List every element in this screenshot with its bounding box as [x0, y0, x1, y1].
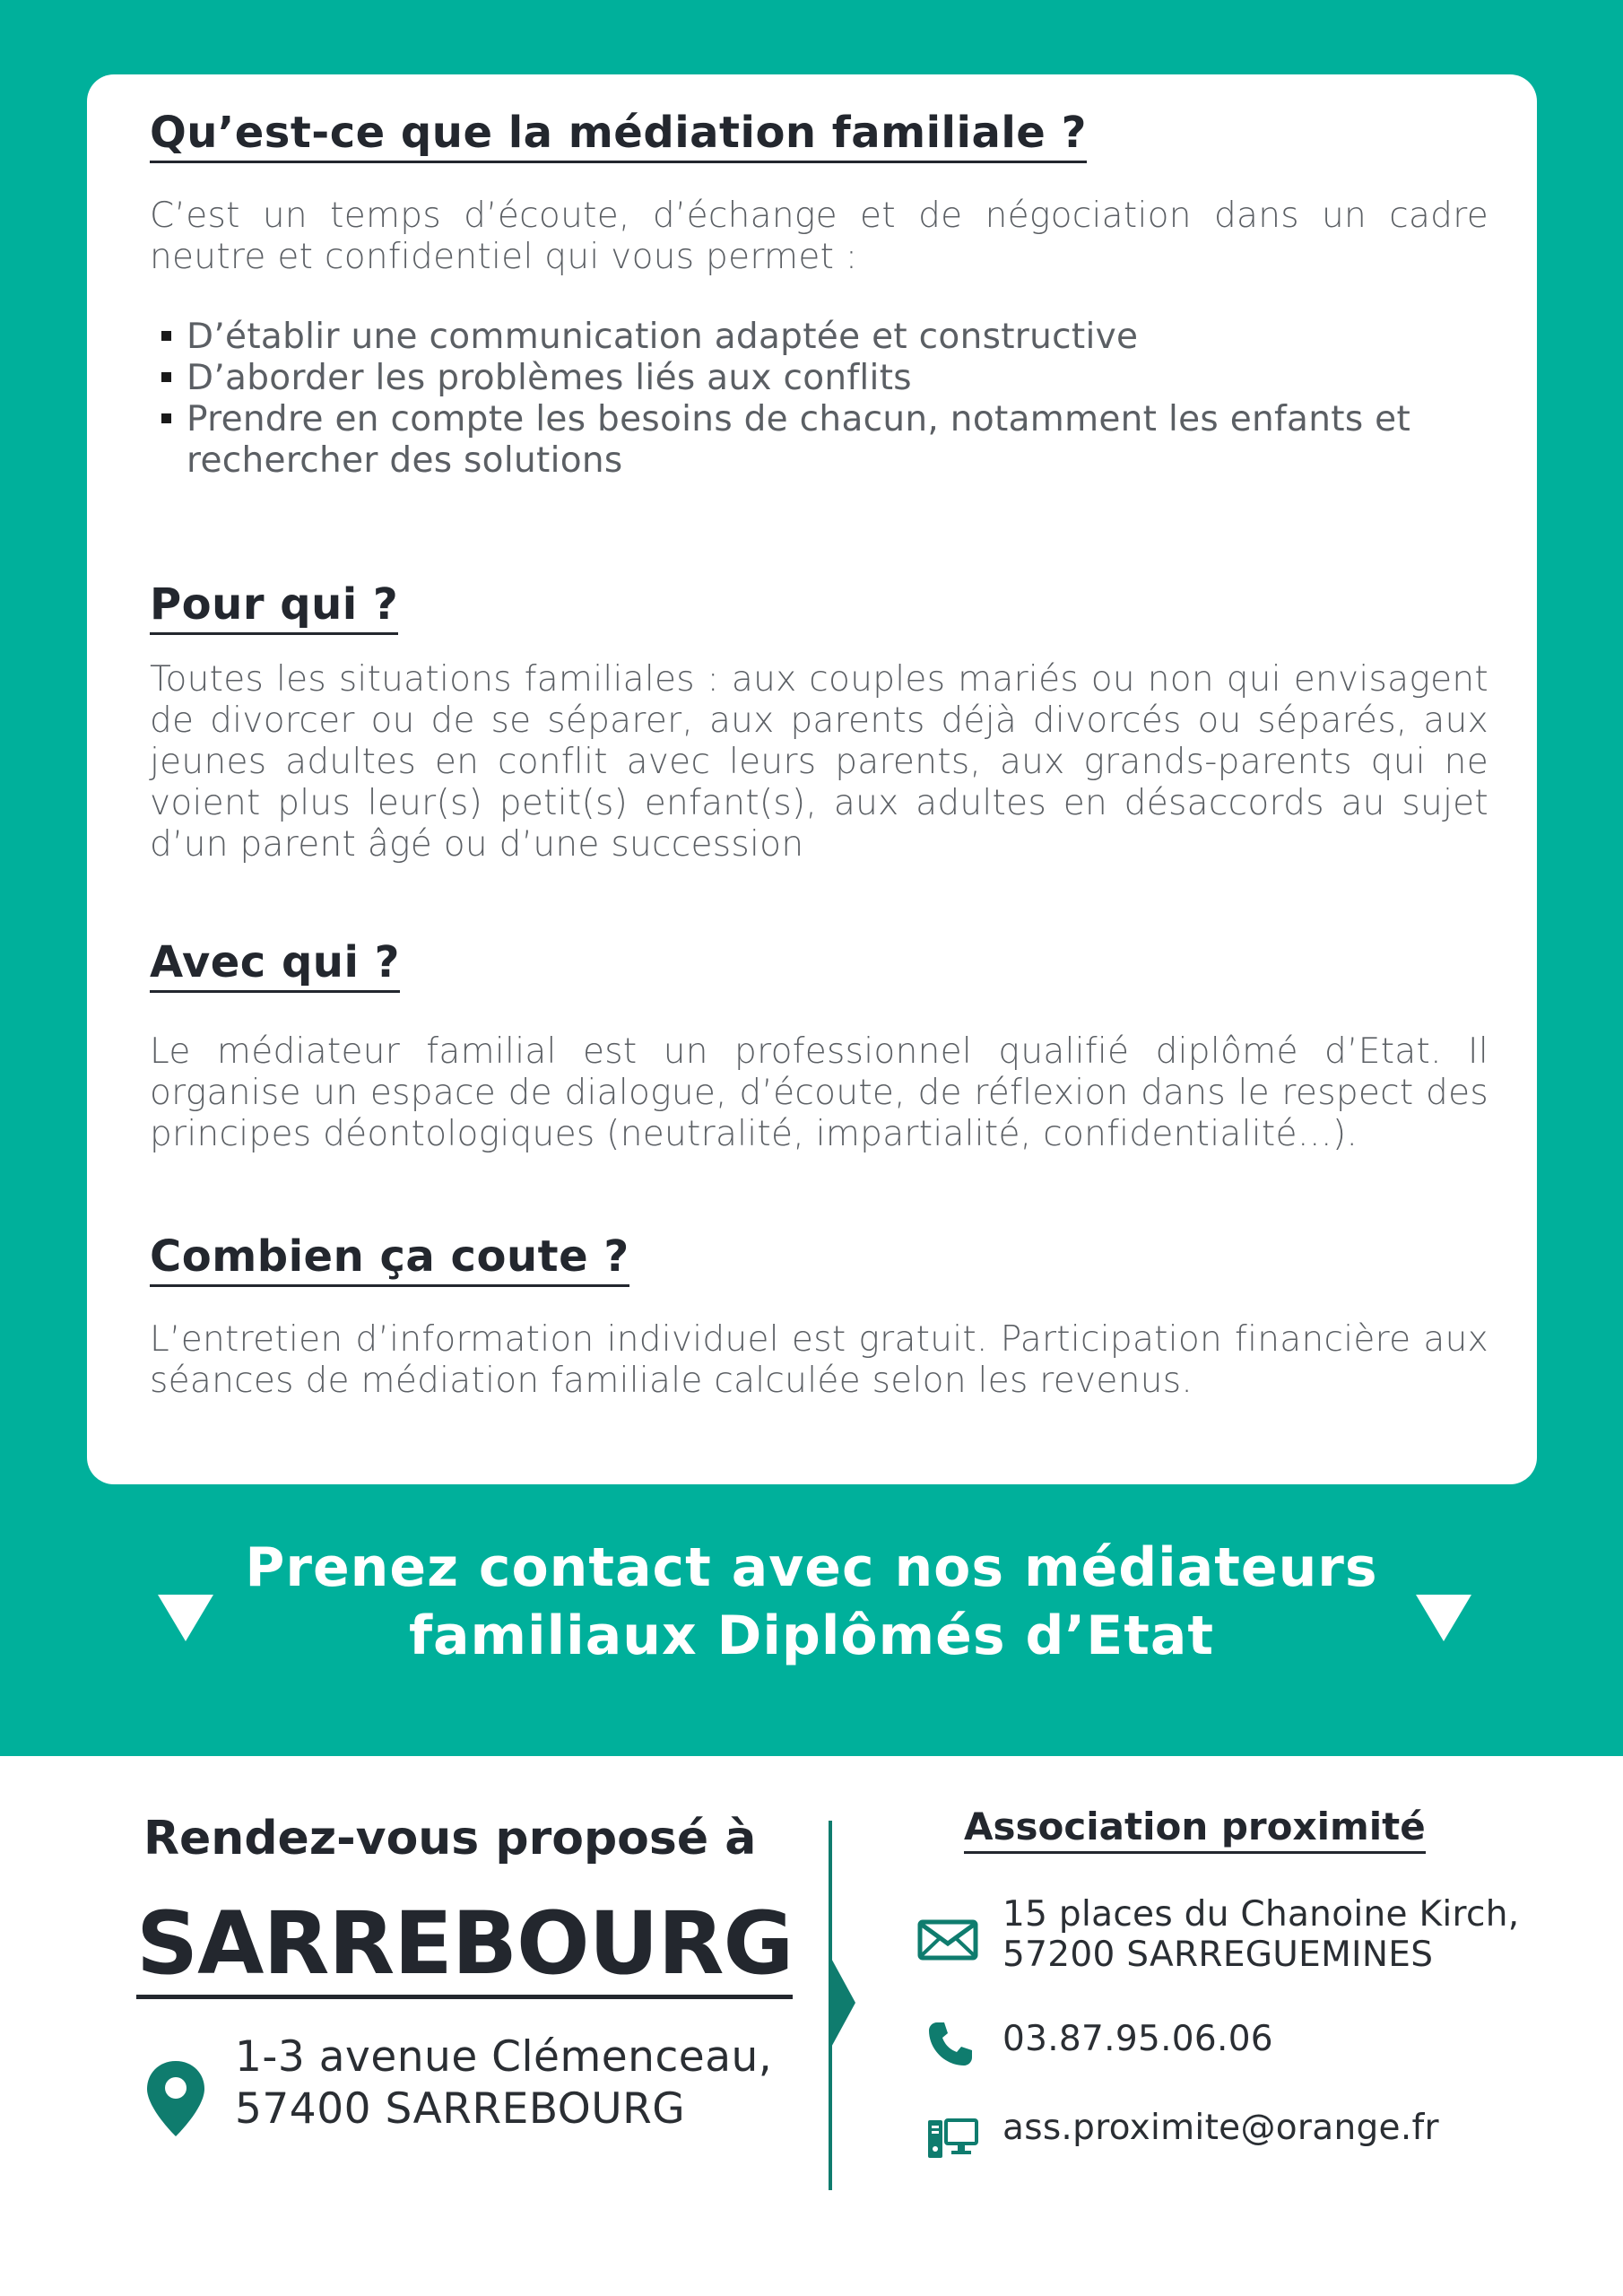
association-email[interactable]: ass.proximite@orange.fr [1002, 2108, 1439, 2148]
mediation-intro: C’est un temps d’écoute, d’échange et de négociation dans un cadre neutre et confidentiel qui vous permet : [150, 196, 1488, 277]
association-phone: 03.87.95.06.06 [1002, 2019, 1273, 2059]
association-address-line-2: 57200 SARREGUEMINES [1002, 1935, 1434, 1975]
location-pin-icon [143, 2059, 208, 2138]
bullet-square-icon [161, 372, 171, 382]
list-item: D’aborder les problèmes liés aux conflits [161, 358, 1453, 399]
mediation-bullet-list [161, 317, 1453, 482]
mail-icon [917, 1919, 978, 1961]
cta-line-2: familiaux Diplômés d’Etat [408, 1605, 1215, 1667]
pour-qui-text: Toutes les situations familiales : aux couples mariés ou non qui envisagent de divorcer ou de se séparer, aux parents déjà divorcés ou séparés, aux jeunes adultes en conflit avec leurs parents, aux grands-parents qui ne voient plus leur(s) petit(s) enfant(s), aux adultes en désaccords au sujet d’un parent âgé ou d’une succession [150, 659, 1488, 865]
computer-icon [926, 2117, 978, 2161]
divider-arrow-icon [829, 1953, 855, 2052]
association-address-line-1: 15 places du Chanoine Kirch, [1002, 1894, 1520, 1935]
address-line-2: 57400 SARREBOURG [235, 2084, 686, 2134]
association-address [1002, 1894, 1519, 1975]
down-triangle-icon [158, 1595, 213, 1641]
avec-qui-text: Le médiateur familial est un professionnel qualifié diplômé d’Etat. Il organise un espace de dialogue, d’écoute, de réflexion dans le respect des principes déontologiques (neutralité, impartialité, confidentialité…). [150, 1031, 1488, 1154]
heading-pour-qui: Pour qui ? [150, 581, 398, 635]
heading-avec-qui: Avec qui ? [150, 939, 400, 993]
down-triangle-icon [1416, 1595, 1471, 1641]
rendezvous-label: Rendez-vous proposé à [143, 1812, 757, 1866]
heading-mediation: Qu’est-ce que la médiation familiale ? [150, 109, 1087, 163]
list-item: D’établir une communication adaptée et constructive [161, 317, 1453, 358]
address-line-1: 1-3 avenue Clémenceau, [235, 2032, 773, 2082]
bullet-square-icon [161, 331, 171, 341]
bullet-square-icon [161, 413, 171, 423]
heading-cout: Combien ça coute ? [150, 1233, 629, 1287]
list-item: Prendre en compte les besoins de chacun, notamment les enfants et rechercher des solutions [161, 399, 1453, 482]
city-name: SARREBOURG [136, 1894, 793, 1999]
cout-text: L’entretien d’information individuel est gratuit. Participation financière aux séances de médiation familiale calculée selon les revenus. [150, 1319, 1488, 1401]
cta-line-1: Prenez contact avec nos médiateurs [245, 1536, 1378, 1599]
contact-call-to-action [224, 1534, 1399, 1670]
rendezvous-address [235, 2031, 772, 2135]
phone-icon [926, 2020, 975, 2068]
association-title: Association proximité [964, 1805, 1426, 1854]
